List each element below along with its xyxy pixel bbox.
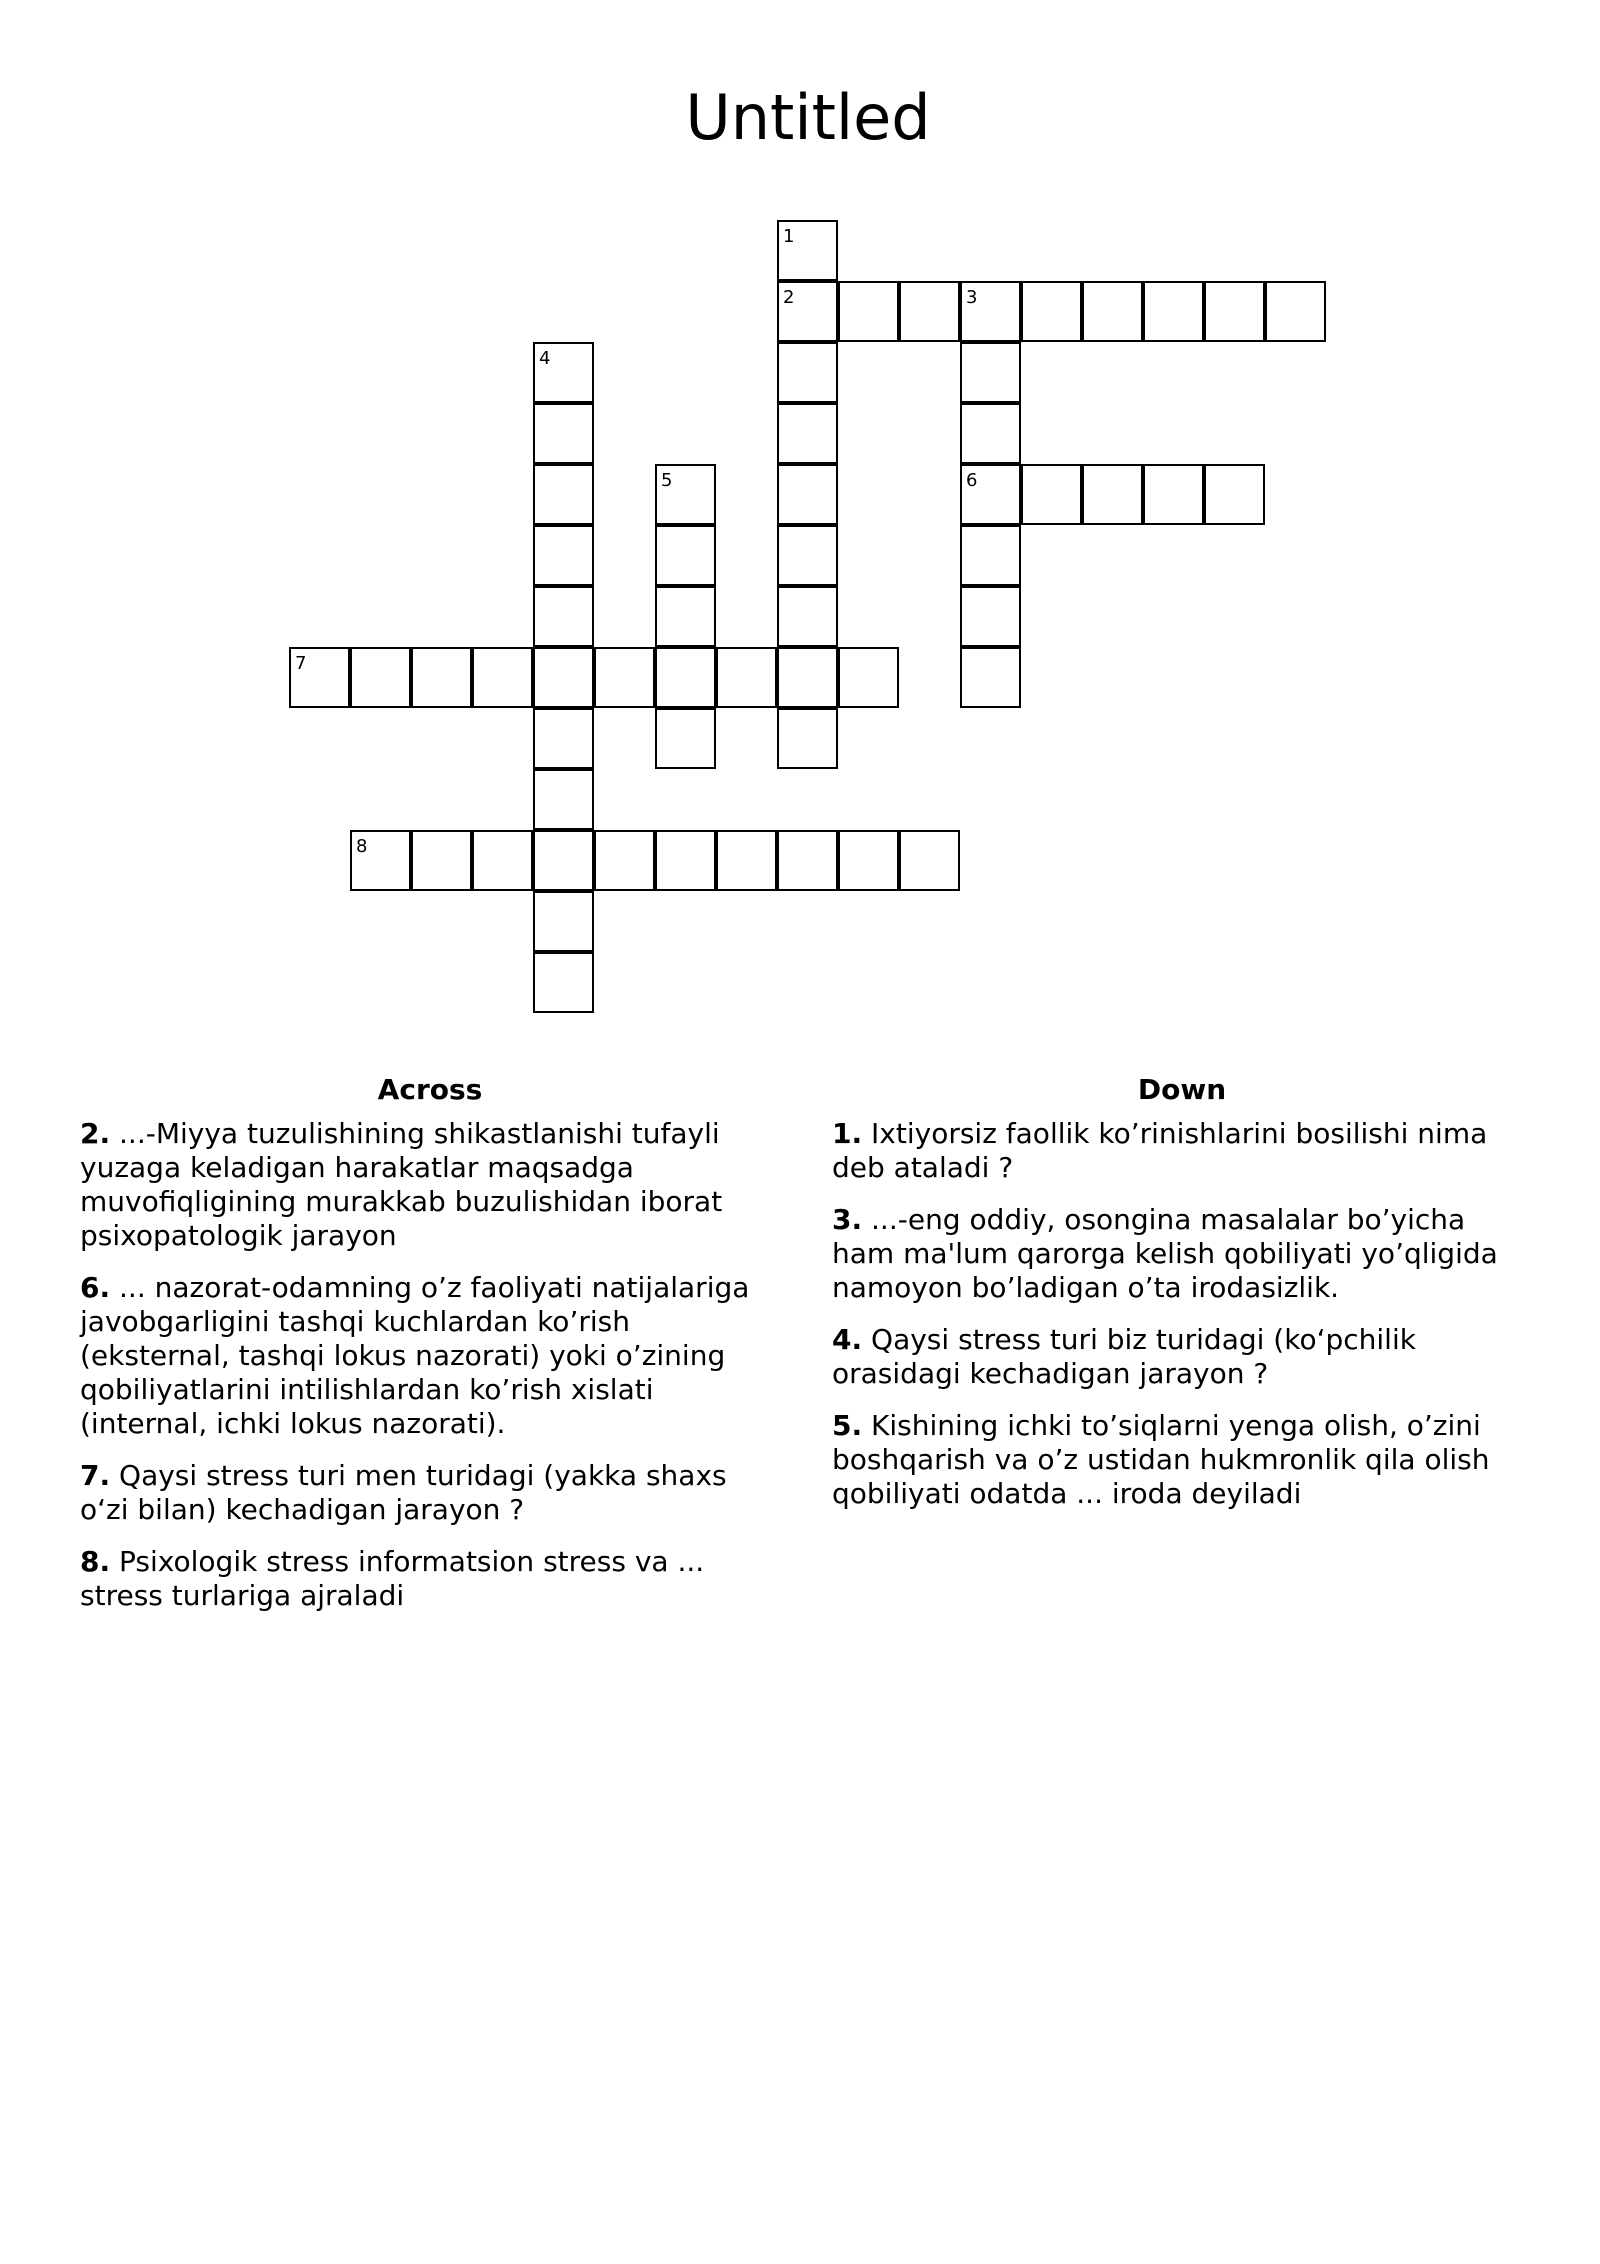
clue-across-8 [80,1545,780,1613]
grid-cell[interactable] [838,830,899,891]
clue-number: 7. [80,1459,111,1492]
grid-cell[interactable] [716,647,777,708]
grid-cell[interactable] [533,464,594,525]
grid-cell[interactable] [655,647,716,708]
clue-text: Qaysi stress turi men turidagi (yakka shaxs o‘zi bilan) kechadigan jarayon ? [80,1459,727,1526]
grid-cell[interactable] [533,647,594,708]
grid-cell[interactable] [594,647,655,708]
grid-cell[interactable] [899,281,960,342]
grid-cell[interactable] [777,220,838,281]
grid-cell[interactable] [1021,464,1082,525]
grid-cell[interactable] [533,586,594,647]
grid-cell[interactable] [411,830,472,891]
clue-text: ...-Miyya tuzulishining shikastlanishi tufayli yuzaga keladigan harakatlar maqsadga muvofiqligining murakkab buzulishidan iborat psixopatologik jarayon [80,1117,723,1252]
grid-cell[interactable] [533,342,594,403]
grid-cell[interactable] [1265,281,1326,342]
grid-cell[interactable] [655,464,716,525]
grid-cell[interactable] [960,586,1021,647]
clue-text: ...-eng oddiy, osongina masalalar bo’yicha ham ma'lum qarorga kelish qobiliyati yo’qligida namoyon bo’ladigan o’ta irodasizlik. [832,1203,1498,1304]
grid-cell[interactable] [777,281,838,342]
grid-cell[interactable] [1143,464,1204,525]
clue-number: 6. [80,1271,111,1304]
cell-number: 7 [295,653,307,674]
grid-cell[interactable] [899,830,960,891]
clue-down-1 [832,1117,1532,1185]
grid-cell[interactable] [777,708,838,769]
clue-number: 4. [832,1323,863,1356]
clue-text: Psixologik stress informatsion stress va ... stress turlariga ajraladi [80,1545,705,1612]
clue-text: Kishining ichki to’siqlarni yenga olish, o’zini boshqarish va o’z ustidan hukmronlik qila olish qobiliyati odatda ... iroda deyiladi [832,1409,1490,1510]
grid-cell[interactable] [655,586,716,647]
clue-across-7 [80,1459,780,1527]
grid-cell[interactable] [533,830,594,891]
grid-cell[interactable] [960,342,1021,403]
grid-cell[interactable] [350,830,411,891]
grid-cell[interactable] [777,830,838,891]
grid-cell[interactable] [777,342,838,403]
clue-number: 3. [832,1203,863,1236]
down-clues [832,1070,1532,1529]
clue-number: 2. [80,1117,111,1150]
grid-cell[interactable] [411,647,472,708]
grid-cell[interactable] [1204,281,1265,342]
clue-text: Ixtiyorsiz faollik ko’rinishlarini bosilishi nima deb ataladi ? [832,1117,1488,1184]
grid-cell[interactable] [777,403,838,464]
grid-cell[interactable] [533,708,594,769]
grid-cell[interactable] [533,952,594,1013]
grid-cell[interactable] [777,647,838,708]
grid-cell[interactable] [838,647,899,708]
grid-cell[interactable] [289,647,350,708]
clue-text: ... nazorat-odamning o’z faoliyati natijalariga javobgarligini tashqi kuchlardan ko’rish (eksternal, tashqi lokus nazorati) yoki o’zining qobiliyatlarini intilishlardan ko’rish xislati (internal, ichki lokus nazorati). [80,1271,750,1440]
grid-cell[interactable] [655,525,716,586]
grid-cell[interactable] [533,525,594,586]
cell-number: 3 [966,287,978,308]
down-heading: Down [1137,1073,1227,1106]
grid-cell[interactable] [838,281,899,342]
grid-cell[interactable] [655,708,716,769]
grid-cell[interactable] [960,464,1021,525]
crossword-grid [0,0,1600,1040]
clue-down-4 [832,1323,1532,1391]
grid-cell[interactable] [1143,281,1204,342]
grid-cell[interactable] [960,525,1021,586]
grid-cell[interactable] [472,830,533,891]
grid-cell[interactable] [533,769,594,830]
grid-cell[interactable] [716,830,777,891]
cell-number: 6 [966,470,978,491]
cell-number: 8 [356,836,368,857]
clue-across-6 [80,1271,780,1441]
grid-cell[interactable] [960,647,1021,708]
across-heading: Across [377,1073,483,1106]
grid-cell[interactable] [960,281,1021,342]
grid-cell[interactable] [1204,464,1265,525]
clue-number: 8. [80,1545,111,1578]
clue-down-5 [832,1409,1532,1511]
grid-cell[interactable] [1082,464,1143,525]
grid-cell[interactable] [1082,281,1143,342]
page-title: Untitled [685,81,931,154]
grid-cell[interactable] [655,830,716,891]
grid-cell[interactable] [350,647,411,708]
clue-across-2 [80,1117,780,1253]
cell-number: 4 [539,348,551,369]
cell-number: 5 [661,470,673,491]
grid-cell[interactable] [1021,281,1082,342]
grid-cell[interactable] [777,586,838,647]
clue-number: 1. [832,1117,863,1150]
grid-cell[interactable] [960,403,1021,464]
cell-number: 1 [783,226,795,247]
grid-cell[interactable] [472,647,533,708]
grid-cell[interactable] [533,891,594,952]
grid-cell[interactable] [777,464,838,525]
cell-number: 2 [783,287,795,308]
grid-cell[interactable] [777,525,838,586]
across-clues [80,1070,780,1631]
grid-cell[interactable] [533,403,594,464]
clue-text: Qaysi stress turi biz turidagi (ko‘pchilik orasidagi kechadigan jarayon ? [832,1323,1416,1390]
grid-cell[interactable] [594,830,655,891]
clue-number: 5. [832,1409,863,1442]
clue-down-3 [832,1203,1532,1305]
